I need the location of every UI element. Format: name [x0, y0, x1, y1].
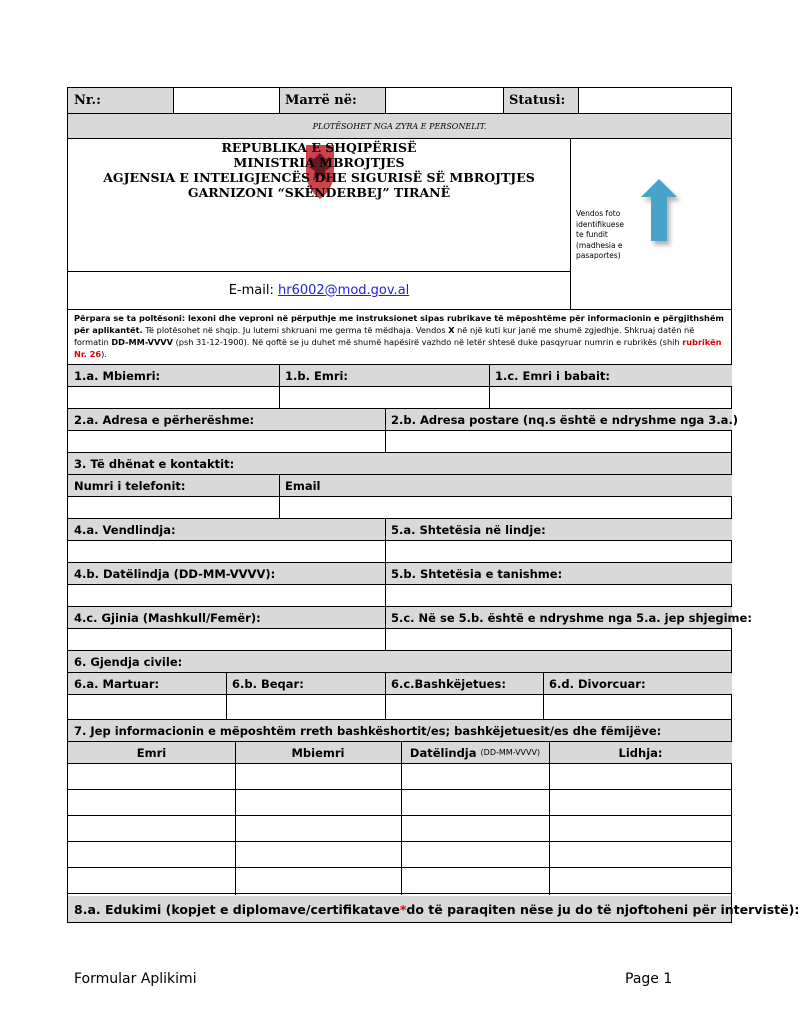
- family-row-cell[interactable]: [68, 790, 235, 815]
- field-6a-input[interactable]: [68, 695, 226, 719]
- family-row-cell[interactable]: [401, 868, 549, 893]
- family-col-emri: Emri: [68, 742, 235, 763]
- nr-field[interactable]: [173, 88, 279, 113]
- field-2b-input[interactable]: [385, 431, 732, 452]
- field-1a-label: 1.a. Mbiemri:: [68, 365, 279, 386]
- instructions-intro: Përpara se ta poltësoni: lexoni dhe veproni në përputhje me instruksionet sipas rubrikave të mëposhtëme për informacionin e përgjithshëm për aplikantët.: [74, 313, 724, 335]
- field-4a-label: 4.a. Vendlindja:: [68, 519, 385, 540]
- field-3-label: 3. Të dhënat e kontaktit:: [68, 453, 731, 474]
- institution-line3: AGJENSIA E INTELIGJENCËS DHE SIGURISË SË MBROJTJES: [103, 170, 535, 185]
- family-row-cell[interactable]: [235, 868, 401, 893]
- family-col-datelindja-label: Datëlindja: [409, 745, 477, 760]
- family-row-cell[interactable]: [401, 790, 549, 815]
- email-link[interactable]: hr6002@mod.gov.al: [278, 282, 410, 298]
- family-row-cell[interactable]: [549, 790, 732, 815]
- field-1a-input[interactable]: [68, 387, 279, 407]
- field-2a-label: 2.a. Adresa e përherëshme:: [68, 409, 385, 430]
- nr-label: Nr.:: [68, 88, 173, 113]
- instructions-part2: në një kuti kur janë me shumë zgjedhje. Shkruaj datën në formatin: [74, 325, 695, 347]
- field-4b-label: 4.b. Datëlindja (DD-MM-VVVV):: [68, 563, 385, 584]
- instructions-red-ref: rubrikën Nr. 26: [74, 337, 722, 359]
- field-2a-input[interactable]: [68, 431, 385, 452]
- instructions-part1: Të plotësohet në shqip. Ju lutemi shkruani me germa të mëdhaja. Vendos: [142, 325, 449, 335]
- family-col-datelindja: [401, 742, 549, 763]
- instructions-part3: (psh 31-12-1900). Në qoftë se ju duhet më shumë hapësirë vazhdo në letër shtesë duke pasqyruar numrin e rubrikës (shih: [172, 337, 683, 347]
- field-5b-label: 5.b. Shtetësia e tanishme:: [385, 563, 732, 584]
- footer-page-number: Page 1: [625, 971, 673, 987]
- field-4a-input[interactable]: [68, 541, 385, 562]
- instructions-text: [74, 312, 728, 364]
- family-row-cell[interactable]: [549, 842, 732, 867]
- photo-instruction: Vendos foto identifikuese te fundit (madhesia e pasaportes): [576, 209, 624, 260]
- institution-line1: REPUBLIKA E SHQIPËRISË: [221, 140, 417, 155]
- field-6d-label: 6.d. Divorcuar:: [543, 673, 732, 694]
- field-8a-text-post: do të paraqiten nëse ju do të njoftoheni për intervistë):: [406, 901, 799, 917]
- application-form: [67, 87, 799, 923]
- instructions-part4: ).: [101, 349, 107, 359]
- marre-label: Marrë në:: [279, 88, 385, 113]
- status-field[interactable]: [578, 88, 732, 113]
- instructions-date-format: DD-MM-VVVV: [111, 337, 173, 347]
- family-col-mbiemri: Mbiemri: [235, 742, 401, 763]
- photo-box[interactable]: [571, 139, 732, 309]
- family-row-cell[interactable]: [235, 842, 401, 867]
- family-col-lidhja: Lidhja:: [549, 742, 732, 763]
- field-6b-input[interactable]: [226, 695, 385, 719]
- field-1b-label: 1.b. Emri:: [279, 365, 489, 386]
- field-3-email-input[interactable]: [279, 497, 732, 518]
- field-8a-required-star: *: [399, 901, 407, 917]
- family-row-cell[interactable]: [401, 816, 549, 841]
- field-1c-label: 1.c. Emri i babait:: [489, 365, 732, 386]
- field-7-label: 7. Jep informacionin e mëposhtëm rreth bashkëshortit/es; bashkëjetuesit/es dhe fëmijëve:: [68, 720, 731, 741]
- field-8a-text-pre: 8.a. Edukimi (kopjet e diplomave/certifikatave: [74, 901, 400, 917]
- family-row-cell[interactable]: [68, 764, 235, 789]
- field-4c-label: 4.c. Gjinia (Mashkull/Femër):: [68, 607, 385, 628]
- field-3-email-label: Email: [279, 475, 732, 496]
- family-row-cell[interactable]: [401, 764, 549, 789]
- institution-line4: GARNIZONI “SKËNDERBEJ” TIRANË: [187, 185, 451, 200]
- field-4b-input[interactable]: [68, 585, 385, 606]
- institution-line2: MINISTRIA MBROJTJES: [233, 155, 405, 170]
- footer-form-title: Formular Aplikimi: [74, 971, 197, 987]
- field-1b-input[interactable]: [279, 387, 489, 407]
- email-line: [68, 272, 570, 308]
- up-arrow-icon: [639, 177, 685, 247]
- field-1c-input[interactable]: [489, 387, 732, 407]
- marre-field[interactable]: [385, 88, 503, 113]
- field-6b-label: 6.b. Beqar:: [226, 673, 385, 694]
- family-row-cell[interactable]: [68, 816, 235, 841]
- family-row-cell[interactable]: [235, 764, 401, 789]
- field-6-label: 6. Gjendja civile:: [68, 651, 731, 672]
- institution-block: [68, 139, 570, 271]
- field-6c-input[interactable]: [385, 695, 543, 719]
- field-6a-label: 6.a. Martuar:: [68, 673, 226, 694]
- family-row-cell[interactable]: [68, 868, 235, 893]
- field-4c-input[interactable]: [68, 629, 385, 650]
- family-row-cell[interactable]: [549, 764, 732, 789]
- field-2b-label: 2.b. Adresa postare (nq.s është e ndryshme nga 3.a.): [385, 409, 732, 430]
- status-label: Statusi:: [503, 88, 578, 113]
- email-label: E-mail:: [228, 282, 274, 298]
- office-note: PLOTËSOHET NGA ZYRA E PERSONELIT.: [68, 114, 731, 138]
- field-3-phone-input[interactable]: [68, 497, 279, 518]
- field-5a-label: 5.a. Shtetësia në lindje:: [385, 519, 732, 540]
- family-row-cell[interactable]: [549, 816, 732, 841]
- family-row-cell[interactable]: [235, 790, 401, 815]
- field-5c-label: 5.c. Në se 5.b. është e ndryshme nga 5.a. jep shjegime:: [385, 607, 732, 628]
- field-5b-input[interactable]: [385, 585, 732, 606]
- field-3-phone-label: Numri i telefonit:: [68, 475, 279, 496]
- family-row-cell[interactable]: [549, 868, 732, 893]
- family-col-date-format: (DD-MM-VVVV): [480, 748, 541, 757]
- family-row-cell[interactable]: [68, 842, 235, 867]
- field-6c-label: 6.c.Bashkëjetues:: [385, 673, 543, 694]
- family-row-divider: [68, 893, 731, 894]
- field-8a-label: [68, 896, 799, 922]
- family-row-cell[interactable]: [235, 816, 401, 841]
- field-6d-input[interactable]: [543, 695, 732, 719]
- instructions-x: X: [448, 325, 455, 335]
- field-5c-input[interactable]: [385, 629, 732, 650]
- field-5a-input[interactable]: [385, 541, 732, 562]
- family-row-cell[interactable]: [401, 842, 549, 867]
